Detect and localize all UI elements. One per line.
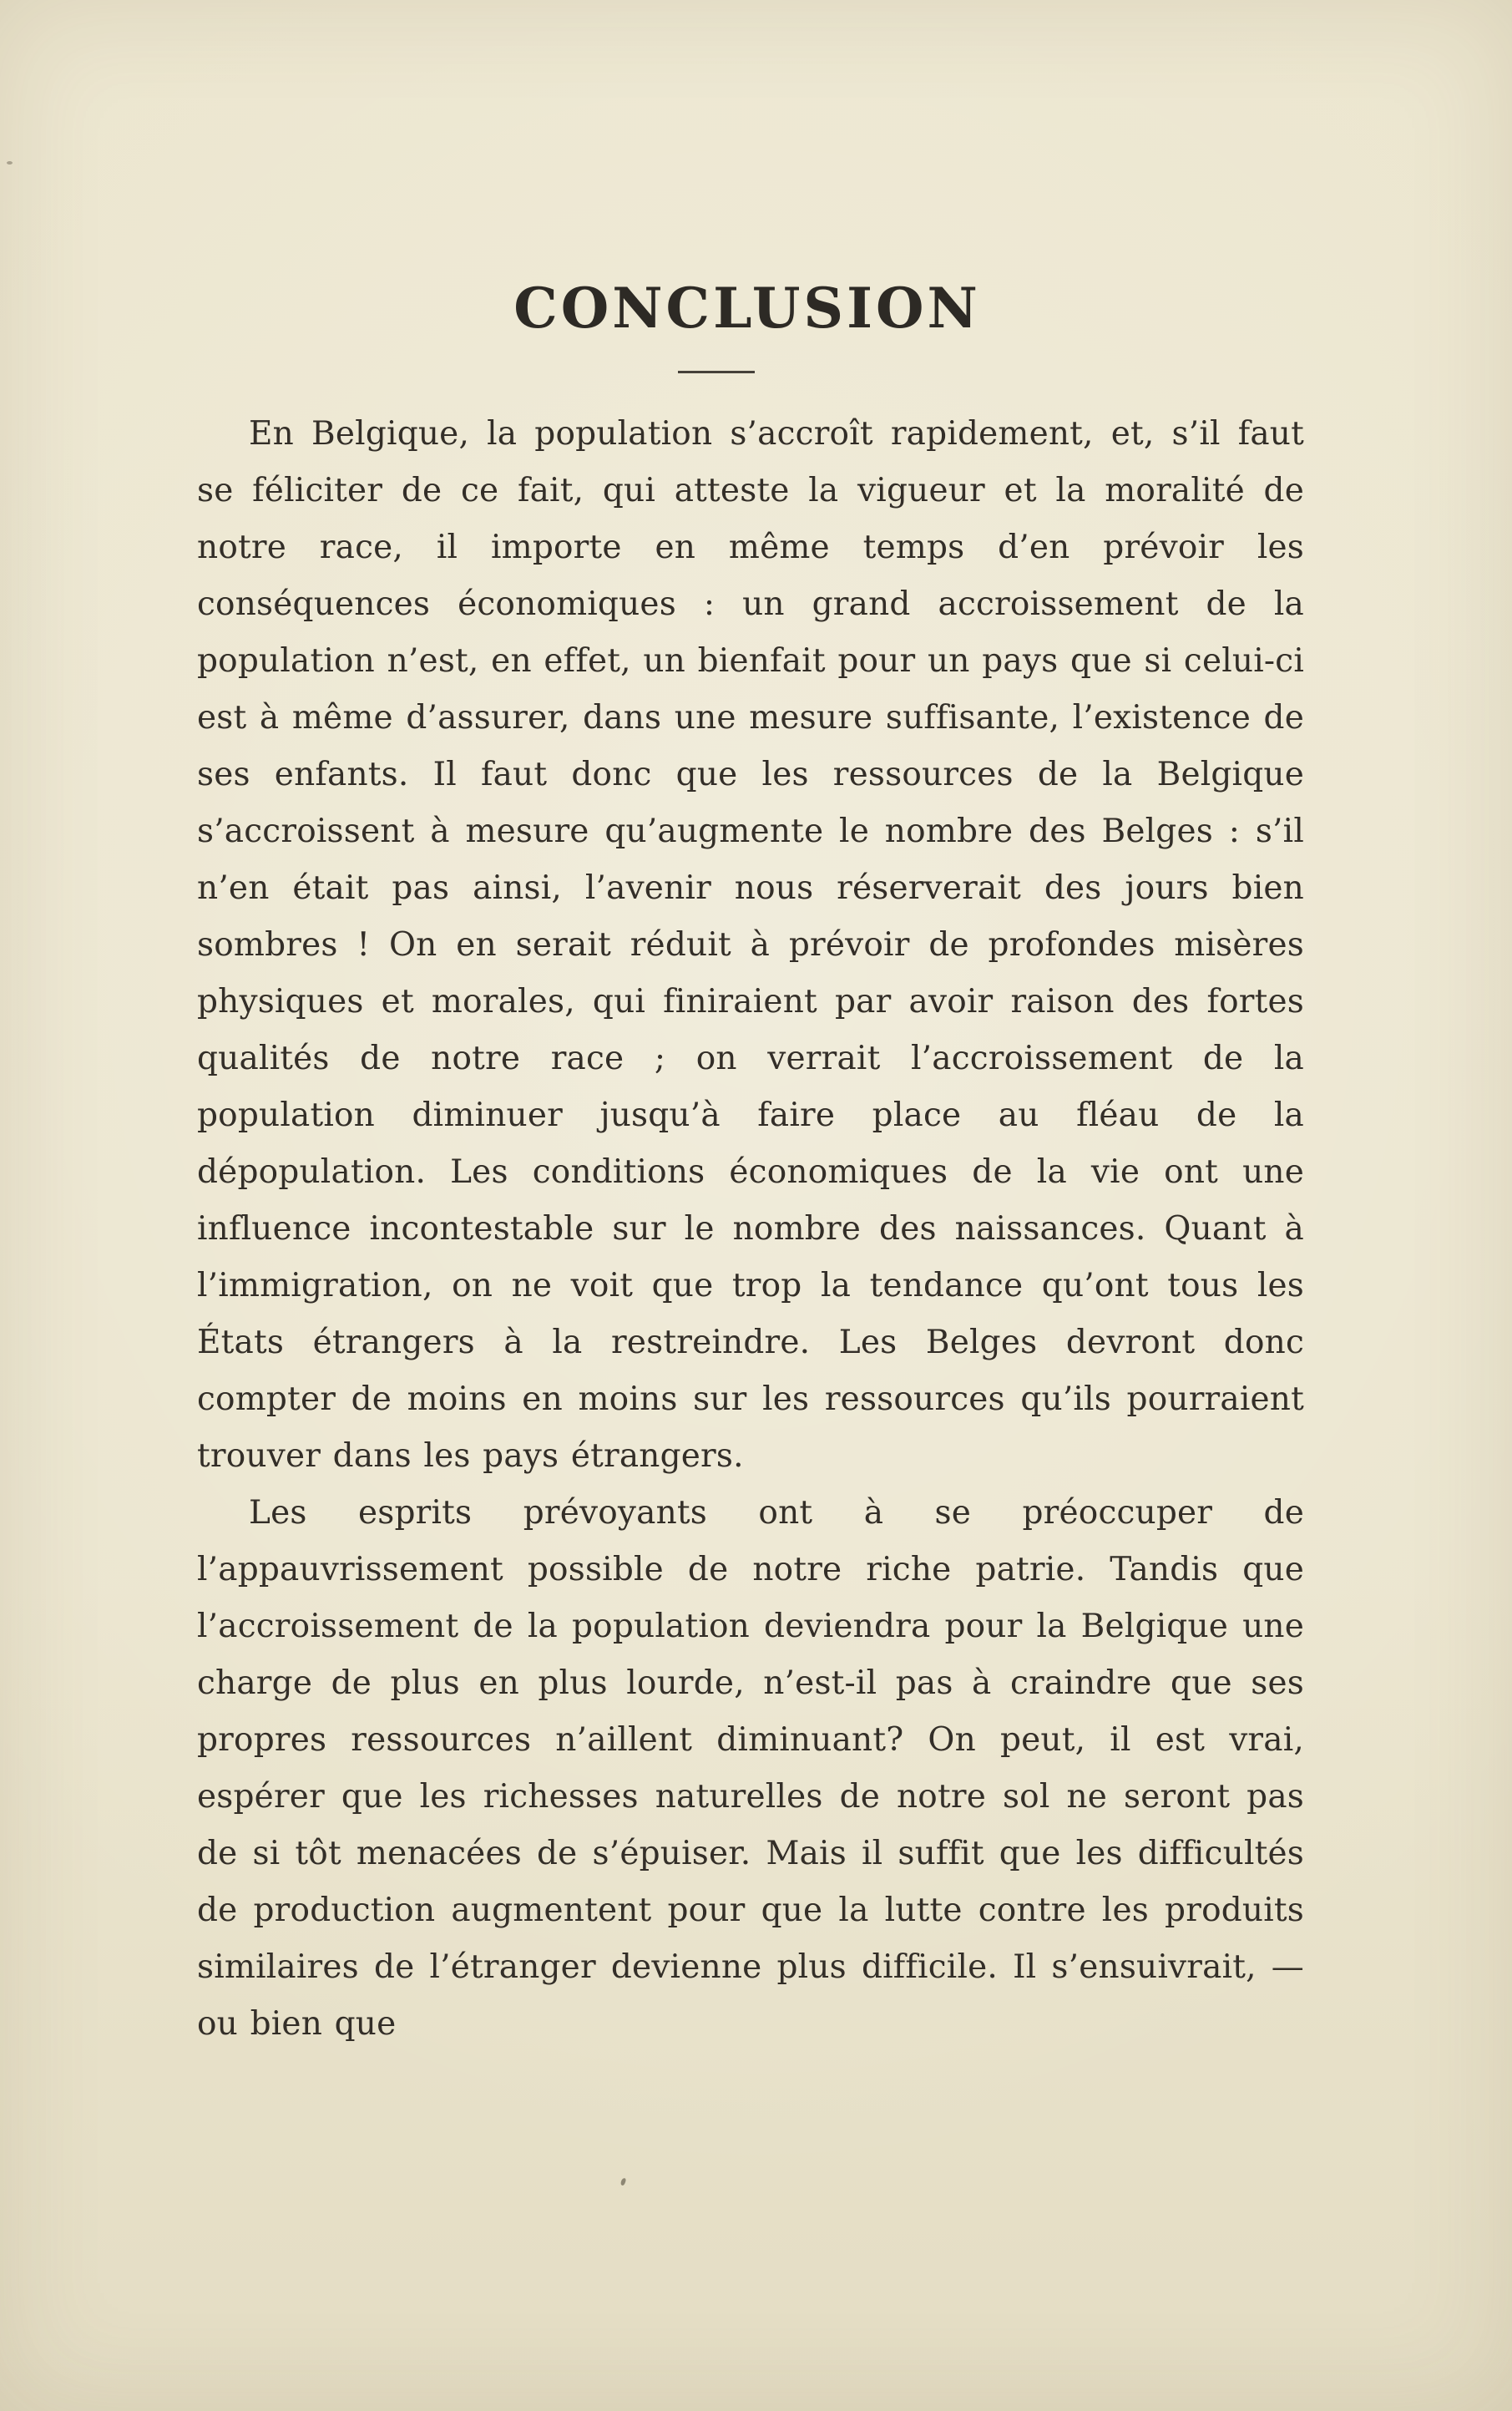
text-block bbox=[197, 406, 1304, 2053]
paragraph-1: En Belgique, la population s’accroît rapidement, et, s’il faut se féliciter de ce fait, qui atteste la vigueur et la moralité de notre race, il importe en même temps d’en prévoir les conséquences économiques : un grand accroissement de la population n’est, en effet, un bienfait pour un pays que si celui-ci est à même d’assurer, dans une mesure suffisante, l’existence de ses enfants. Il faut donc que les ressources de la Belgique s’accroissent à mesure qu’augmente le nombre des Belges : s’il n’en était pas ainsi, l’avenir nous réserverait des jours bien sombres ! On en serait réduit à prévoir de profondes misères physiques et morales, qui finiraient par avoir raison des fortes qualités de notre race ; on verrait l’accroissement de la population diminuer jusqu’à faire place au fléau de la dépopulation. Les conditions économiques de la vie ont une influence incontestable sur le nombre des naissances. Quant à l’immigration, on ne voit que trop la tendance qu’ont tous les États étrangers à la restreindre. Les Belges devront donc compter de moins en moins sur les ressources qu’ils pourraient trouver dans les pays étrangers. bbox=[197, 415, 1304, 1475]
scan-edge-artifact bbox=[7, 161, 13, 165]
paragraph-2: Les esprits prévoyants ont à se préoccuper de l’appauvrissement possible de notre riche patrie. Tandis que l’accroissement de la population deviendra pour la Belgique une charge de plus en plus lourde, n’est-il pas à craindre que ses propres ressources n’aillent diminuant? On peut, il est vrai, espérer que les richesses naturelles de notre sol ne seront pas de si tôt menacées de s’épuiser. Mais il suffit que les difficultés de production augmentent pour que la lutte contre les produits similaires de l’étranger devienne plus difficile. Il s’ensuivrait, — ou bien que bbox=[197, 1494, 1304, 2043]
chapter-title: CONCLUSION bbox=[513, 276, 981, 341]
scan-speck-artifact bbox=[620, 2177, 627, 2186]
title-divider-rule bbox=[678, 371, 755, 373]
